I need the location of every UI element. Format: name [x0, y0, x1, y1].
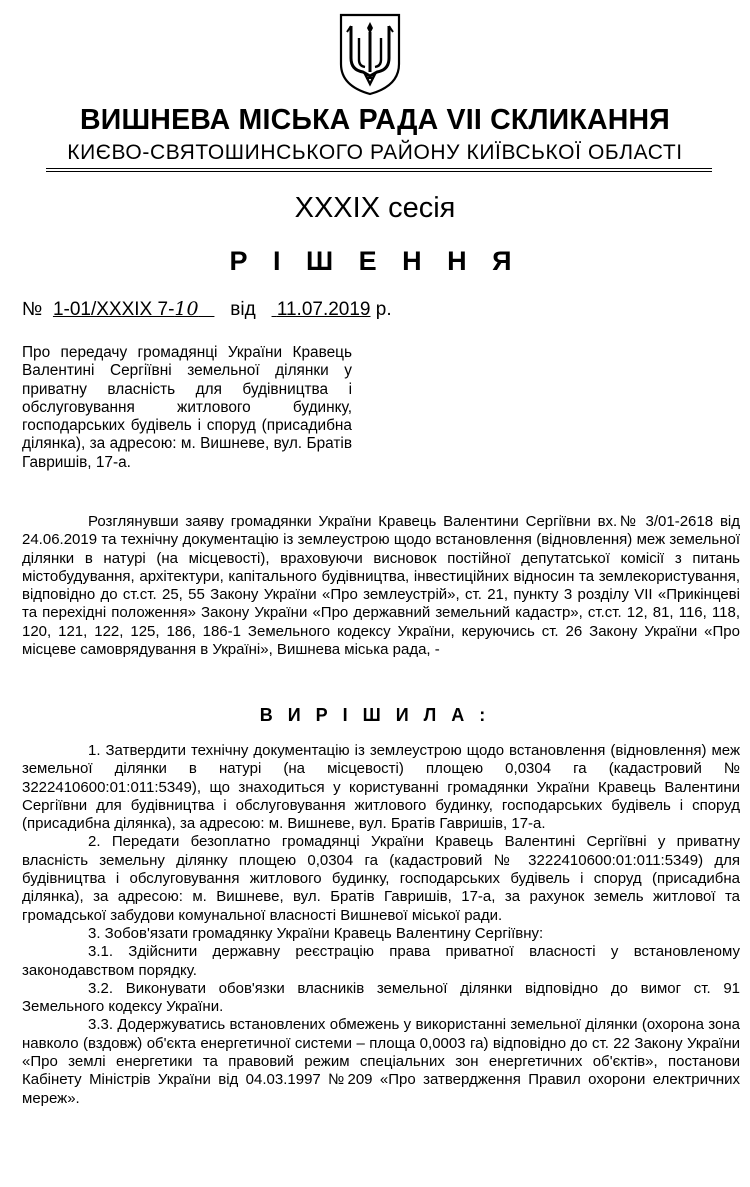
decision-date: 11.07.2019 — [276, 299, 371, 320]
number-sign: № — [22, 299, 43, 320]
decided-heading: В И Р І Ш И Л А : — [259, 705, 491, 725]
item-2: 2. Передати безоплатно громадянці України Кравець Валентині Сергіївні у приватну власність земельну ділянку площею 0,0304 га (кадастровий № 3222410600:01:011:5349) для будівництва і обслуговування житлового будинку, господарських будівель і споруд (присадибна ділянка), за адресою: м. Вишневе, вул. Братів Гавришів, 17-а, за рахунок земель житлової та громадської забудови комунальної власності Вишневої міської ради. — [22, 833, 740, 924]
date-suffix: р. — [375, 299, 392, 320]
decision-number — [53, 299, 214, 320]
district-name: КИЄВО-СВЯТОШИНСЬКОГО РАЙОНУ КИЇВСЬКОЇ ОБЛАСТІ — [67, 141, 683, 164]
header-divider — [46, 168, 712, 169]
decision-items — [22, 742, 740, 1108]
preamble-text: Розглянувши заяву громадянки України Кравець Валентини Сергіївни вх.№ 3/01-2618 від 24.06.2019 та технічну документацію із землеустрою щодо встановлення (відновлення) меж земельної ділянки в натурі (на місцевості), враховуючи висновок постійної депутатської комісії з питань містобудування, архітектури, капітального будівництва, інвестиційних відносин та землекористування, відповідно до ст.ст. 25, 55 Закону України «Про землеустрій», ст. 21, пункту 3 розділу VII «Прикінцеві та перехідні положення» Закону України «Про державний земельний кадастр», ст.ст. 12, 81, 116, 118, 120, 121, 122, 125, 186, 186-1 Земельного кодексу України, керуючись ст. 26 Закону України «Про місцеве самоврядування в Україні», Вишнева міська рада, - — [22, 513, 740, 659]
preamble-block — [22, 513, 740, 659]
item-3-2: 3.2. Виконувати обов'язки власників земельної ділянки відповідно до вимог ст. 91 Земельного кодексу України. — [22, 979, 740, 1016]
item-1: 1. Затвердити технічну документацію із землеустрою щодо встановлення (відновлення) меж земельної ділянки в натурі (на місцевості) площею 0,0304 га (кадастровий № 3222410600:01:011:5349), що знаходиться у користуванні громадянки України Кравець Валентини Сергіївни для будівництва і обслуговування житлового будинку, господарських будівель і споруд (присадибна ділянка), за адресою: м. Вишневе, вул. Братів Гавришів, 17-а. — [22, 742, 740, 833]
council-name: ВИШНЕВА МІСЬКА РАДА VII СКЛИКАННЯ — [80, 104, 670, 136]
header-divider-thin — [46, 171, 712, 172]
trident-coat-of-arms-icon — [337, 12, 403, 96]
item-3: 3. Зобов'язати громадянку України Кравець Валентину Сергіївну: — [88, 924, 544, 942]
decision-number-handwritten: 10 — [174, 298, 199, 320]
date-label: від — [230, 299, 256, 320]
decision-subject: Про передачу громадянці України Кравець Валентині Сергіївні земельної ділянки у приватну власність для будівництва і обслуговування житлового будинку, господарських будівель і споруд (присадибна ділянка), за адресою: м. Вишневе, вул. Братів Гавришів, 17-а. — [22, 344, 352, 471]
item-3-1: 3.1. Здійснити державну реєстрацію права приватної власності у встановленому законодавством порядку. — [22, 943, 740, 979]
decision-title: Р І Ш Е Н Н Я — [229, 246, 521, 276]
decision-number-line — [22, 298, 392, 321]
decision-number-printed: 1-01/XXXIX 7- — [52, 299, 175, 320]
session-title: XXXIX сесія — [294, 192, 456, 224]
item-3-3: 3.3. Додержуватись встановлених обмежень у використанні земельної ділянки (охорона зона навколо (вздовж) об'єкта енергетичної системи – площа 0,0003 га) відповідно до ст. 22 Закону України «Про землі енергетики та правовий режим спеціальних зон енергетичних об'єктів», постанови Кабінету Міністрів України від 04.03.1997 №209 «Про затвердження Правил охорони електричних мереж». — [22, 1016, 740, 1107]
